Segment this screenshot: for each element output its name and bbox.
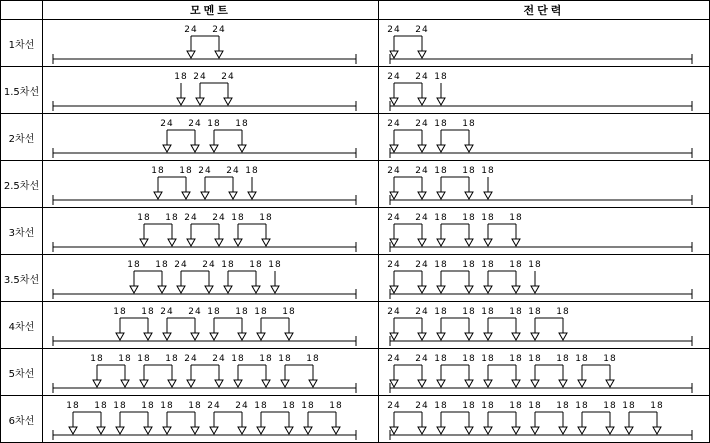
load-value: 24 <box>387 213 401 223</box>
load-value: 18 <box>141 401 155 411</box>
load-arrow-icon <box>437 333 445 340</box>
load-arrow-icon <box>559 333 567 340</box>
load-arrow-icon <box>465 192 473 199</box>
load-arrow-icon <box>238 427 246 434</box>
load-arrow-icon <box>512 333 520 340</box>
load-value: 18 <box>278 354 292 364</box>
load-value: 24 <box>160 119 174 129</box>
moment-diagram-7 <box>43 349 378 396</box>
load-arrow-icon <box>484 239 492 246</box>
load-arrow-icon <box>163 145 171 152</box>
load-value: 18 <box>282 401 296 411</box>
load-value: 18 <box>174 72 188 82</box>
load-value: 18 <box>462 119 476 129</box>
load-arrow-icon <box>418 333 426 340</box>
moment-diagram-cell-1 <box>43 67 379 114</box>
moment-diagram-6 <box>43 302 378 349</box>
load-arrow-icon <box>116 333 124 340</box>
shear-diagram-4 <box>379 208 708 255</box>
load-value: 18 <box>66 401 80 411</box>
load-arrow-icon <box>437 98 445 105</box>
load-arrow-icon <box>484 192 492 199</box>
load-arrow-icon <box>437 427 445 434</box>
load-arrow-icon <box>229 192 237 199</box>
load-arrow-icon <box>262 380 270 387</box>
shear-diagram-cell-3 <box>379 161 709 208</box>
load-value: 24 <box>193 72 207 82</box>
load-arrow-icon <box>191 333 199 340</box>
load-arrow-icon <box>238 333 246 340</box>
shear-diagram-2 <box>379 114 708 161</box>
load-value: 18 <box>254 401 268 411</box>
row-label-6: 4차선 <box>1 302 43 349</box>
load-arrow-icon <box>437 192 445 199</box>
shear-diagram-3 <box>379 161 708 208</box>
shear-diagram-cell-7 <box>379 349 709 396</box>
load-arrow-icon <box>215 51 223 58</box>
load-arrow-icon <box>257 333 265 340</box>
load-value: 18 <box>509 307 523 317</box>
load-value: 18 <box>434 166 448 176</box>
load-arrow-icon <box>512 380 520 387</box>
shear-diagram-7 <box>379 349 708 396</box>
load-arrow-icon <box>418 98 426 105</box>
shear-diagram-6 <box>379 302 708 349</box>
load-value: 18 <box>481 260 495 270</box>
load-value: 24 <box>212 354 226 364</box>
moment-diagram-cell-2 <box>43 114 379 161</box>
load-arrow-icon <box>163 427 171 434</box>
load-value: 18 <box>188 401 202 411</box>
load-arrow-icon <box>418 192 426 199</box>
moment-diagram-5 <box>43 255 378 302</box>
load-arrow-icon <box>625 427 633 434</box>
load-value: 18 <box>207 119 221 129</box>
load-value: 18 <box>556 354 570 364</box>
moment-diagram-3 <box>43 161 378 208</box>
load-value: 18 <box>231 354 245 364</box>
header-moment: 모멘트 <box>43 1 379 20</box>
load-value: 24 <box>415 213 429 223</box>
load-value: 18 <box>603 401 617 411</box>
shear-diagram-cell-5 <box>379 255 709 302</box>
load-arrow-icon <box>168 239 176 246</box>
load-value: 18 <box>462 260 476 270</box>
load-value: 18 <box>113 307 127 317</box>
load-value: 24 <box>235 401 249 411</box>
load-value: 24 <box>226 166 240 176</box>
load-value: 24 <box>387 25 401 35</box>
load-arrow-icon <box>97 427 105 434</box>
shear-diagram-cell-2 <box>379 114 709 161</box>
load-arrow-icon <box>257 427 265 434</box>
load-value: 24 <box>198 166 212 176</box>
load-arrow-icon <box>210 333 218 340</box>
load-arrow-icon <box>210 145 218 152</box>
load-arrow-icon <box>465 239 473 246</box>
load-value: 18 <box>509 401 523 411</box>
load-value: 18 <box>575 401 589 411</box>
load-value: 18 <box>528 260 542 270</box>
load-arrow-icon <box>309 380 317 387</box>
load-arrow-icon <box>224 98 232 105</box>
load-value: 24 <box>184 213 198 223</box>
load-value: 18 <box>118 354 132 364</box>
load-arrow-icon <box>390 98 398 105</box>
shear-diagram-1 <box>379 67 708 114</box>
load-arrow-icon <box>578 380 586 387</box>
load-value: 18 <box>94 401 108 411</box>
load-value: 24 <box>174 260 188 270</box>
load-value: 24 <box>202 260 216 270</box>
load-arrow-icon <box>69 427 77 434</box>
load-value: 18 <box>155 260 169 270</box>
load-value: 18 <box>434 260 448 270</box>
load-arrow-icon <box>332 427 340 434</box>
load-arrow-icon <box>512 239 520 246</box>
load-arrow-icon <box>512 427 520 434</box>
load-value: 24 <box>188 119 202 129</box>
load-value: 24 <box>415 354 429 364</box>
moment-diagram-4 <box>43 208 378 255</box>
load-value: 18 <box>165 354 179 364</box>
load-arrow-icon <box>121 380 129 387</box>
load-arrow-icon <box>418 380 426 387</box>
load-value: 18 <box>151 166 165 176</box>
load-value: 18 <box>650 401 664 411</box>
moment-diagram-8 <box>43 396 378 443</box>
load-value: 18 <box>603 354 617 364</box>
load-value: 18 <box>141 307 155 317</box>
load-value: 18 <box>528 401 542 411</box>
load-value: 24 <box>212 25 226 35</box>
load-value: 18 <box>481 401 495 411</box>
moment-diagram-cell-8 <box>43 396 379 443</box>
moment-diagram-cell-5 <box>43 255 379 302</box>
load-value: 18 <box>207 307 221 317</box>
load-arrow-icon <box>182 192 190 199</box>
load-arrow-icon <box>144 333 152 340</box>
load-arrow-icon <box>262 239 270 246</box>
load-arrow-icon <box>130 286 138 293</box>
load-arrow-icon <box>390 333 398 340</box>
load-value: 18 <box>160 401 174 411</box>
load-value: 18 <box>509 213 523 223</box>
moment-diagram-cell-3 <box>43 161 379 208</box>
moment-diagram-cell-0 <box>43 20 379 67</box>
load-arrow-icon <box>163 333 171 340</box>
load-value: 18 <box>245 166 259 176</box>
load-value: 18 <box>329 401 343 411</box>
load-value: 24 <box>415 401 429 411</box>
load-arrow-icon <box>224 286 232 293</box>
moment-diagram-2 <box>43 114 378 161</box>
load-arrow-icon <box>465 333 473 340</box>
load-value: 24 <box>415 260 429 270</box>
load-value: 18 <box>259 354 273 364</box>
row-label-0: 1차선 <box>1 20 43 67</box>
load-value: 18 <box>221 260 235 270</box>
load-arrow-icon <box>285 333 293 340</box>
load-value: 18 <box>301 401 315 411</box>
load-value: 24 <box>184 354 198 364</box>
load-value: 24 <box>212 213 226 223</box>
load-value: 24 <box>415 307 429 317</box>
load-value: 18 <box>509 354 523 364</box>
load-value: 18 <box>434 307 448 317</box>
load-value: 24 <box>207 401 221 411</box>
load-value: 18 <box>434 401 448 411</box>
load-value: 18 <box>462 166 476 176</box>
moment-diagram-cell-6 <box>43 302 379 349</box>
shear-diagram-cell-6 <box>379 302 709 349</box>
load-arrow-icon <box>390 51 398 58</box>
load-value: 18 <box>462 401 476 411</box>
load-value: 18 <box>254 307 268 317</box>
load-value: 18 <box>622 401 636 411</box>
load-arrow-icon <box>390 427 398 434</box>
load-value: 18 <box>462 213 476 223</box>
load-arrow-icon <box>201 192 209 199</box>
load-value: 18 <box>462 354 476 364</box>
load-value: 18 <box>434 72 448 82</box>
load-value: 24 <box>415 166 429 176</box>
load-value: 18 <box>249 260 263 270</box>
load-value: 18 <box>575 354 589 364</box>
load-value: 18 <box>556 307 570 317</box>
load-value: 24 <box>387 260 401 270</box>
load-value: 18 <box>137 213 151 223</box>
load-value: 24 <box>387 307 401 317</box>
load-value: 24 <box>387 119 401 129</box>
moment-diagram-1 <box>43 67 378 114</box>
load-arrow-icon <box>437 145 445 152</box>
load-arrow-icon <box>187 239 195 246</box>
load-arrow-icon <box>116 427 124 434</box>
load-arrow-icon <box>437 380 445 387</box>
row-label-5: 3.5차선 <box>1 255 43 302</box>
load-arrow-icon <box>531 333 539 340</box>
shear-diagram-8 <box>379 396 708 443</box>
row-label-2: 2차선 <box>1 114 43 161</box>
load-value: 18 <box>90 354 104 364</box>
load-arrow-icon <box>140 380 148 387</box>
load-value: 18 <box>127 260 141 270</box>
row-label-3: 2.5차선 <box>1 161 43 208</box>
load-arrow-icon <box>465 145 473 152</box>
load-arrow-icon <box>248 192 256 199</box>
shear-diagram-cell-1 <box>379 67 709 114</box>
load-arrow-icon <box>390 239 398 246</box>
load-arrow-icon <box>418 145 426 152</box>
load-arrow-icon <box>93 380 101 387</box>
shear-diagram-cell-8 <box>379 396 709 443</box>
load-arrow-icon <box>512 286 520 293</box>
load-value: 18 <box>434 213 448 223</box>
load-arrow-icon <box>418 51 426 58</box>
load-value: 18 <box>259 213 273 223</box>
load-value: 24 <box>415 25 429 35</box>
load-value: 18 <box>165 213 179 223</box>
header-corner-cell <box>1 1 43 20</box>
load-value: 18 <box>481 166 495 176</box>
load-arrow-icon <box>210 427 218 434</box>
row-label-4: 3차선 <box>1 208 43 255</box>
shear-diagram-5 <box>379 255 708 302</box>
shear-diagram-cell-4 <box>379 208 709 255</box>
load-value: 18 <box>481 354 495 364</box>
load-arrow-icon <box>390 380 398 387</box>
load-arrow-icon <box>465 380 473 387</box>
load-arrow-icon <box>418 286 426 293</box>
load-arrow-icon <box>465 286 473 293</box>
load-value: 18 <box>137 354 151 364</box>
load-arrow-icon <box>215 239 223 246</box>
load-value: 18 <box>268 260 282 270</box>
row-label-8: 6차선 <box>1 396 43 443</box>
load-arrow-icon <box>144 427 152 434</box>
load-value: 24 <box>415 119 429 129</box>
load-arrow-icon <box>281 380 289 387</box>
load-value: 24 <box>184 25 198 35</box>
load-arrow-icon <box>484 427 492 434</box>
load-value: 18 <box>509 260 523 270</box>
load-value: 24 <box>387 166 401 176</box>
load-value: 18 <box>528 354 542 364</box>
load-arrow-icon <box>437 286 445 293</box>
load-value: 18 <box>306 354 320 364</box>
load-arrow-icon <box>168 380 176 387</box>
load-arrow-icon <box>252 286 260 293</box>
load-arrow-icon <box>154 192 162 199</box>
load-arrow-icon <box>390 145 398 152</box>
moment-diagram-cell-4 <box>43 208 379 255</box>
load-arrow-icon <box>390 192 398 199</box>
load-arrow-icon <box>531 427 539 434</box>
load-arrow-icon <box>187 380 195 387</box>
load-arrow-icon <box>606 380 614 387</box>
load-arrow-icon <box>304 427 312 434</box>
load-value: 18 <box>556 401 570 411</box>
load-arrow-icon <box>191 427 199 434</box>
load-value: 18 <box>481 307 495 317</box>
load-arrow-icon <box>285 427 293 434</box>
load-arrow-icon <box>606 427 614 434</box>
load-value: 24 <box>387 401 401 411</box>
load-arrow-icon <box>578 427 586 434</box>
moment-diagram-0 <box>43 20 378 67</box>
load-arrow-icon <box>238 145 246 152</box>
load-value: 18 <box>282 307 296 317</box>
load-value: 24 <box>221 72 235 82</box>
row-label-7: 5차선 <box>1 349 43 396</box>
load-arrow-icon <box>158 286 166 293</box>
moment-diagram-cell-7 <box>43 349 379 396</box>
shear-diagram-cell-0 <box>379 20 709 67</box>
load-value: 18 <box>235 307 249 317</box>
load-value: 18 <box>434 119 448 129</box>
load-arrow-icon <box>531 286 539 293</box>
load-arrow-icon <box>234 380 242 387</box>
load-value: 24 <box>387 72 401 82</box>
load-arrow-icon <box>390 286 398 293</box>
load-arrow-icon <box>559 380 567 387</box>
load-arrow-icon <box>418 239 426 246</box>
row-label-1: 1.5차선 <box>1 67 43 114</box>
load-arrow-icon <box>271 286 279 293</box>
load-arrow-icon <box>205 286 213 293</box>
load-arrow-icon <box>531 380 539 387</box>
load-value: 18 <box>231 213 245 223</box>
load-value: 18 <box>113 401 127 411</box>
load-arrow-icon <box>177 286 185 293</box>
shear-diagram-0 <box>379 20 708 67</box>
load-value: 18 <box>235 119 249 129</box>
load-arrow-icon <box>484 380 492 387</box>
load-value: 18 <box>179 166 193 176</box>
load-arrow-icon <box>653 427 661 434</box>
load-arrow-icon <box>484 333 492 340</box>
load-arrow-icon <box>465 427 473 434</box>
load-arrow-icon <box>177 98 185 105</box>
load-arrow-icon <box>187 51 195 58</box>
load-value: 24 <box>188 307 202 317</box>
load-value: 24 <box>415 72 429 82</box>
load-arrow-icon <box>437 239 445 246</box>
load-arrow-icon <box>196 98 204 105</box>
load-arrow-icon <box>559 427 567 434</box>
load-arrow-icon <box>418 427 426 434</box>
load-arrow-icon <box>215 380 223 387</box>
load-value: 18 <box>528 307 542 317</box>
load-value: 24 <box>387 354 401 364</box>
header-shear: 전단력 <box>379 1 709 20</box>
load-arrow-icon <box>234 239 242 246</box>
load-value: 18 <box>434 354 448 364</box>
load-arrow-icon <box>191 145 199 152</box>
load-value: 24 <box>160 307 174 317</box>
load-arrow-icon <box>484 286 492 293</box>
load-value: 18 <box>462 307 476 317</box>
load-arrow-icon <box>140 239 148 246</box>
load-value: 18 <box>481 213 495 223</box>
